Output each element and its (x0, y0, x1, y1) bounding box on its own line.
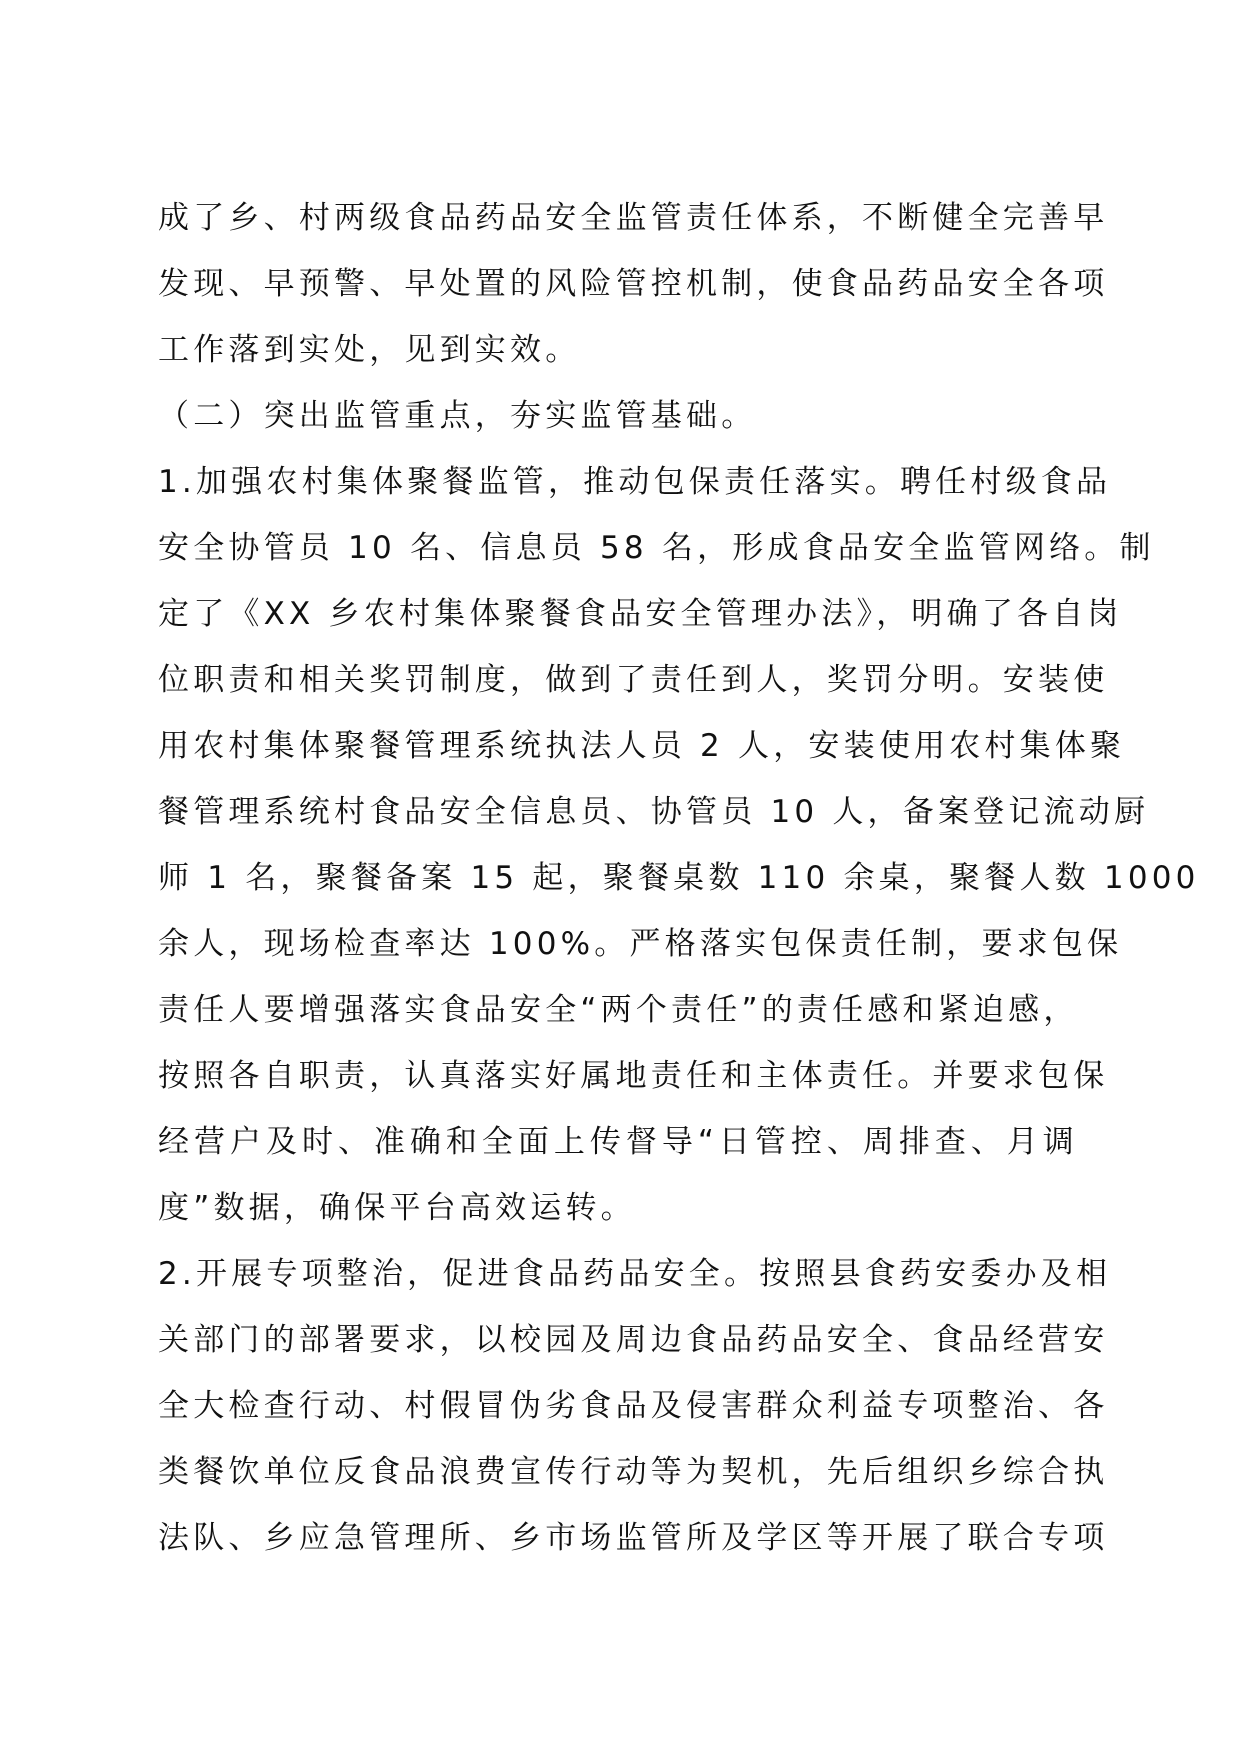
text-line: 全大检查行动、村假冒伪劣食品及侵害群众利益专项整治、各 (158, 1388, 1109, 1424)
text-line: 工作落到实处，见到实效。 (158, 332, 581, 368)
text-line: 余人，现场检查率达 100%。严格落实包保责任制，要求包保 (158, 926, 1123, 962)
text-line: 类餐饮单位反食品浪费宣传行动等为契机，先后组织乡综合执 (158, 1454, 1109, 1490)
text-line: 成了乡、村两级食品药品安全监管责任体系，不断健全完善早 (158, 200, 1109, 236)
text-line: 责任人要增强落实食品安全“两个责任”的责任感和紧迫感， (158, 992, 1079, 1028)
text-line: 发现、早预警、早处置的风险管控机制，使食品药品安全各项 (158, 266, 1109, 302)
text-line: 2.开展专项整治，促进食品药品安全。按照县食药安委办及相 (158, 1256, 1112, 1292)
body-text (158, 185, 1200, 1571)
text-line: 按照各自职责，认真落实好属地责任和主体责任。并要求包保 (158, 1058, 1109, 1094)
text-line: 位职责和相关奖罚制度，做到了责任到人，奖罚分明。安装使 (158, 662, 1109, 698)
text-line: 1.加强农村集体聚餐监管，推动包保责任落实。聘任村级食品 (158, 464, 1112, 500)
text-line: 餐管理系统村食品安全信息员、协管员 10 人，备案登记流动厨 (158, 794, 1150, 830)
text-line: 师 1 名，聚餐备案 15 起，聚餐桌数 110 余桌，聚餐人数 1000 (158, 860, 1200, 896)
text-line: 经营户及时、准确和全面上传督导“日管控、周排查、月调 (158, 1124, 1078, 1160)
text-line: 关部门的部署要求，以校园及周边食品药品安全、食品经营安 (158, 1322, 1109, 1358)
text-line: 用农村集体聚餐管理系统执法人员 2 人，安装使用农村集体聚 (158, 728, 1126, 764)
text-line: 法队、乡应急管理所、乡市场监管所及学区等开展了联合专项 (158, 1520, 1109, 1556)
text-line: 定了《XX 乡农村集体聚餐食品安全管理办法》，明确了各自岗 (158, 596, 1123, 632)
text-line: 安全协管员 10 名、信息员 58 名，形成食品安全监管网络。制 (158, 530, 1155, 566)
section-heading: （二）突出监管重点，夯实监管基础。 (158, 398, 757, 434)
text-line: 度”数据，确保平台高效运转。 (158, 1190, 636, 1226)
